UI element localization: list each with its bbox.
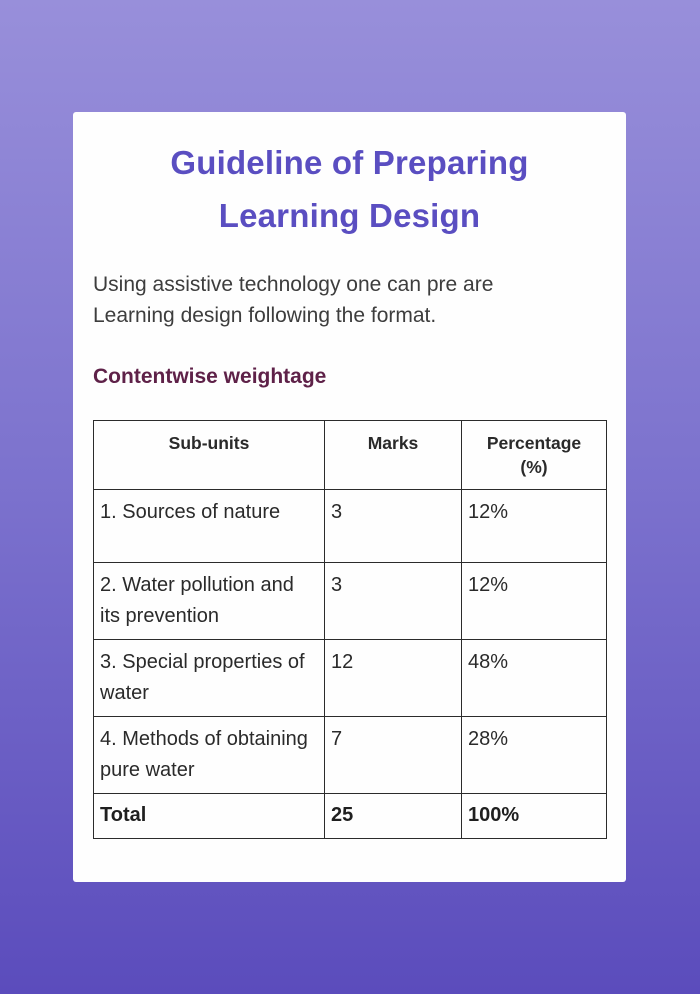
cell-marks: 3: [325, 563, 462, 640]
cell-marks: 3: [325, 490, 462, 563]
cell-percentage: 12%: [462, 563, 607, 640]
header-percentage: [462, 421, 607, 490]
cell-marks: 7: [325, 717, 462, 794]
cell-percentage: 28%: [462, 717, 607, 794]
cell-percentage: 48%: [462, 640, 607, 717]
total-marks: 25: [325, 794, 462, 839]
total-label: Total: [94, 794, 325, 839]
cell-percentage: 12%: [462, 490, 607, 563]
header-subunits: [94, 421, 325, 490]
cell-marks: 12: [325, 640, 462, 717]
cell-subunit: 2. Water pollution and its prevention: [94, 563, 325, 640]
cell-subunit: 3. Special properties of water: [94, 640, 325, 717]
cell-subunit: 4. Methods of obtaining pure water: [94, 717, 325, 794]
table-row: [94, 563, 607, 640]
cell-subunit: 1. Sources of nature: [94, 490, 325, 563]
page-title: Guideline of Preparing Learning Design: [170, 144, 529, 234]
table-total-row: [94, 794, 607, 839]
table-row: [94, 717, 607, 794]
table-row: [94, 490, 607, 563]
weightage-table: [93, 420, 607, 839]
total-percentage: 100%: [462, 794, 607, 839]
content-card: [73, 112, 626, 882]
table-header-row: [94, 421, 607, 490]
header-subunits-label: Sub-units: [168, 433, 250, 453]
table-row: [94, 640, 607, 717]
header-marks: [325, 421, 462, 490]
section-heading: Contentwise weightage: [93, 365, 327, 388]
intro-paragraph: Using assistive technology one can pre are Learning design following the format.: [93, 273, 494, 327]
header-marks-label: Marks: [367, 433, 419, 453]
header-percentage-label: Percentage (%): [486, 433, 582, 477]
